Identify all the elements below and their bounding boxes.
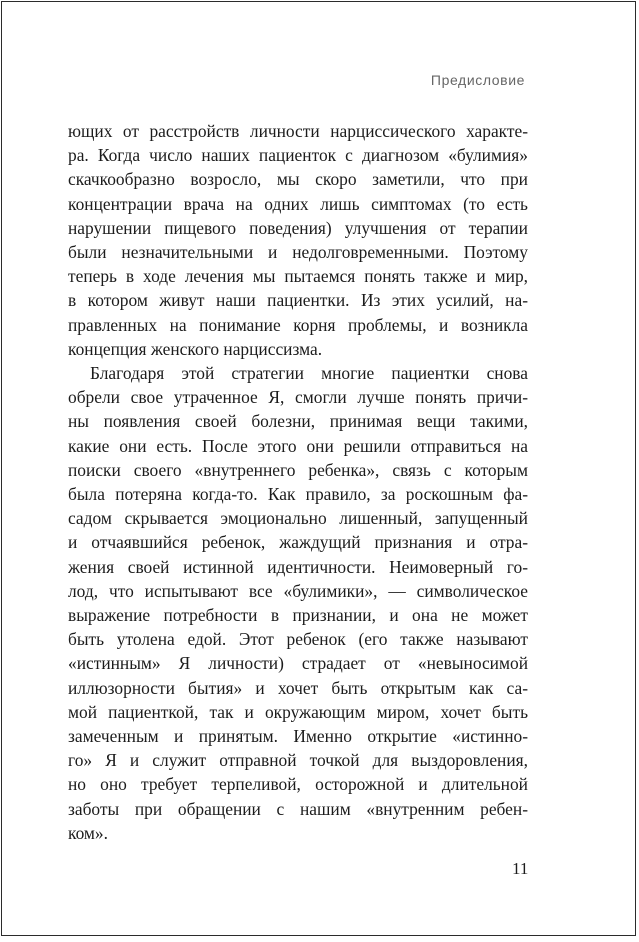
text-line: ны появления своей болезни, принимая вещи такими, [68,411,528,432]
text-line: были незначительными и недолговременными. Поэтому [68,242,528,263]
text-line: ком». [68,822,108,843]
paragraph-1 [68,119,528,361]
text-line: быть утолена едой. Этот ребенок (его также называют [68,629,528,650]
paragraph-2 [68,361,528,845]
text-line: Благодаря этой стратегии многие пациентки снова [90,363,528,384]
text-line: в котором живут наши пациентки. Из этих усилий, на- [68,290,528,311]
text-line: ющих от расстройств личности нарциссического характе- [68,121,528,141]
text-line: го» Я и служит отправной точкой для выздоровления, [68,750,528,771]
text-line: была потеряна когда-то. Как правило, за роскошным фа- [68,484,528,505]
text-line: «истинным» Я личности) страдает от «невыносимой [68,653,528,674]
text-line: иллюзорности бытия» и хочет быть открытым как са- [68,677,528,698]
text-line: и отчаявшийся ребенок, жаждущий признания и отра- [68,532,528,553]
page-number: 11 [512,859,529,878]
text-line: жения своей истинной идентичности. Неимоверный го- [68,556,528,577]
text-line: лод, что испытывают все «булимики», — символическое [68,580,528,601]
text-line: садом скрывается эмоционально лишенный, запущенный [68,508,528,529]
body-text [68,119,528,845]
text-line: мой пациенткой, так и окружающим миром, хочет быть [68,701,528,722]
text-line: ра. Когда число наших пациенток с диагнозом «булимия» [68,145,528,166]
text-line: скачкообразно возросло, мы скоро заметили, что при [68,169,528,190]
text-line: заботы при обращении с нашим «внутренним ребен- [68,798,528,819]
text-line: теперь в ходе лечения мы пытаемся понять также и мир, [68,266,528,287]
running-head: Предисловие [430,72,525,88]
book-page [1,1,636,936]
text-line: поиски своего «внутреннего ребенка», связь с которым [68,459,528,480]
text-line: но оно требует терпеливой, осторожной и длительной [68,774,528,795]
text-line: обрели свое утраченное Я, смогли лучше понять причи- [68,387,528,408]
text-line: нарушении пищевого поведения) улучшения от терапии [68,217,528,238]
text-line: выражение потребности в признании, и она не может [68,605,528,626]
text-line: концентрации врача на одних лишь симптомах (то есть [68,193,528,214]
text-line: какие они есть. После этого они решили отправиться на [68,435,528,456]
text-line: замеченным и принятым. Именно открытие «истинно- [68,726,528,747]
text-line: концепция женского нарциссизма. [68,338,323,359]
text-line: правленных на понимание корня проблемы, и возникла [68,314,528,335]
